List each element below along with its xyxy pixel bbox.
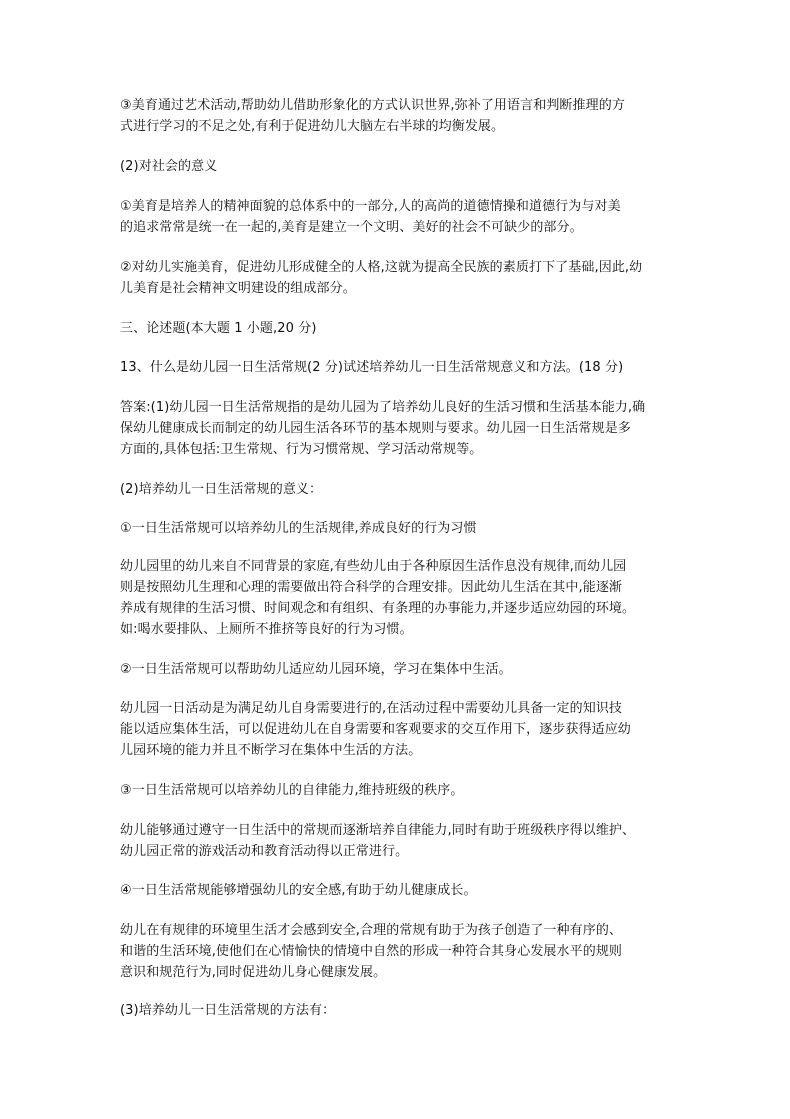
text-line: 幼儿园里的幼儿来自不同背景的家庭,有些幼儿由于各种原因生活作息没有规律,而幼儿园 <box>120 559 627 574</box>
point-heading: ③一日生活常规可以培养幼儿的自律能力,维持班级的秩序。 <box>120 783 464 798</box>
section-heading: (2)对社会的意义 <box>120 159 218 174</box>
text-line: 幼儿能够通过遵守一日生活中的常规而逐渐培养自律能力,同时有助于班级秩序得以维护、 <box>120 823 636 838</box>
text-line: 意识和规范行为,同时促进幼儿身心健康发展。 <box>120 965 387 980</box>
answer-line: 答案:(1)幼儿园一日生活常规指的是幼儿园为了培养幼儿良好的生活习惯和生活基本能力,确 <box>120 400 646 415</box>
text-line: 则是按照幼儿生理和心理的需要做出符合科学的合理安排。因此幼儿生活在其中,能逐渐 <box>120 580 623 595</box>
answer-line: 方面的,具体包括:卫生常规、行为习惯常规、学习活动常规等。 <box>120 442 483 457</box>
text-line: ①美育是培养人的精神面貌的总体系中的一部分,人的高尚的道德情操和道德行为与对美 <box>120 199 621 214</box>
text-line: 养成有规律的生活习惯、时间观念和有组织、有条理的办事能力,并逐步适应幼园的环境。 <box>120 601 636 616</box>
section-heading: (2)培养幼儿一日生活常规的意义： <box>120 482 323 497</box>
text-line: 能以适应集体生活，可以促进幼儿在自身需要和客观要求的交互作用下，逐步获得适应幼 <box>120 722 631 737</box>
section-heading: (3)培养幼儿一日生活常规的方法有： <box>120 1003 336 1018</box>
text-line: 幼儿园正常的游戏活动和教育活动得以正常进行。 <box>120 844 409 859</box>
answer-line: 保幼儿健康成长而制定的幼儿园生活各环节的基本规则与要求。幼儿园一日生活常规是多 <box>120 421 631 436</box>
question-line: 13、什么是幼儿园一日生活常规(2 分)试述培养幼儿一日生活常规意义和方法。(18 分) <box>120 360 624 375</box>
text-line: 幼儿在有规律的环境里生活才会感到安全,合理的常规有助于为孩子创造了一种有序的、 <box>120 923 623 938</box>
text-line: 儿美育是社会精神文明建设的组成部分。 <box>120 281 356 296</box>
point-heading: ②一日生活常规可以帮助幼儿适应幼儿园环境，学习在集体中生活。 <box>120 662 512 677</box>
text-line: 和谐的生活环境,使他们在心情愉快的情境中自然的形成一种符合其身心发展水平的规则 <box>120 944 623 959</box>
text-line: 儿园环境的能力并且不断学习在集体中生活的方法。 <box>120 743 422 758</box>
text-line: 幼儿园一日活动是为满足幼儿自身需要进行的,在活动过程中需要幼儿具备一定的知识技 <box>120 701 623 716</box>
text-line: ②对幼儿实施美育，促进幼儿形成健全的人格,这就为提高全民族的素质打下了基础,因此,幼 <box>120 260 643 275</box>
point-heading: ①一日生活常规可以培养幼儿的生活规律,养成良好的行为习惯 <box>120 521 477 536</box>
text-line: 式进行学习的不足之处,有利于促进幼儿大脑左右半球的均衡发展。 <box>120 119 505 134</box>
point-heading: ④一日生活常规能够增强幼儿的安全感,有助于幼儿健康成长。 <box>120 883 477 898</box>
section-heading: 三、论述题(本大题 1 小题,20 分) <box>120 321 317 336</box>
text-line: ③美育通过艺术活动,帮助幼儿借助形象化的方式认识世界,弥补了用语言和判断推理的方 <box>120 98 625 113</box>
text-line: 的追求常常是统一在一起的,美育是建立一个文明、美好的社会不可缺少的部分。 <box>120 220 583 235</box>
text-line: 如:喝水要排队、上厕所不推挤等良好的行为习惯。 <box>120 622 413 637</box>
